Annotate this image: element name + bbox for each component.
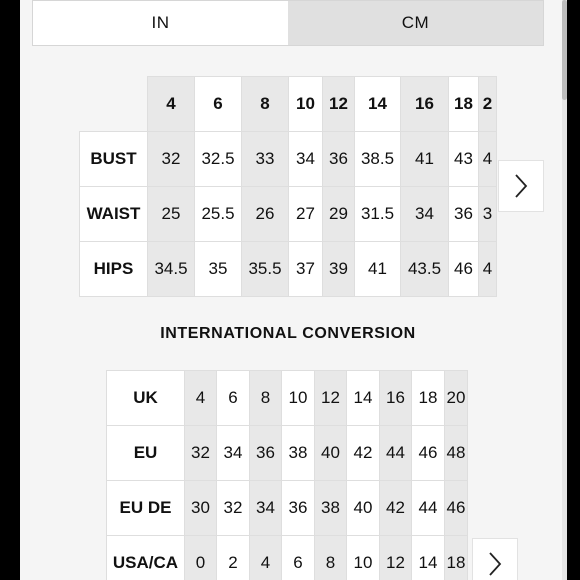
table-cell: 32 xyxy=(148,132,195,187)
corner-cell xyxy=(80,77,148,132)
table-cell: 25.5 xyxy=(195,187,242,242)
table-cell: 36 xyxy=(449,187,479,242)
table-row xyxy=(107,536,468,580)
table-cell: 8 xyxy=(315,536,347,580)
table-cell: 36 xyxy=(323,132,355,187)
table-row xyxy=(80,242,497,297)
table-cell: 34 xyxy=(217,426,250,481)
row-label: EU DE xyxy=(107,481,185,536)
table-cell: 4 xyxy=(185,371,217,426)
table-cell: 46 xyxy=(445,481,468,536)
table-cell: 6 xyxy=(282,536,315,580)
international-conversion-title: INTERNATIONAL CONVERSION xyxy=(160,325,416,342)
table-cell: 12 xyxy=(380,536,412,580)
table-cell: 0 xyxy=(185,536,217,580)
international-conversion-table xyxy=(106,370,468,580)
table-cell: 42 xyxy=(380,481,412,536)
table-cell: 36 xyxy=(282,481,315,536)
size-header-cell: 18 xyxy=(449,77,479,132)
size-header-cell: 4 xyxy=(148,77,195,132)
table-row xyxy=(107,481,468,536)
size-chart-table xyxy=(79,76,497,297)
table-cell: 4 xyxy=(479,242,497,297)
table-cell: 35.5 xyxy=(242,242,289,297)
table-cell: 12 xyxy=(315,371,347,426)
row-label: BUST xyxy=(80,132,148,187)
size-header-cell: 16 xyxy=(401,77,449,132)
table-cell: 20 xyxy=(445,371,468,426)
scrollbar-thumb[interactable] xyxy=(562,0,567,100)
table-row xyxy=(107,371,468,426)
table-cell: 4 xyxy=(250,536,282,580)
table-cell: 3 xyxy=(479,187,497,242)
table-cell: 39 xyxy=(323,242,355,297)
table-cell: 16 xyxy=(380,371,412,426)
size-header-cell: 14 xyxy=(355,77,401,132)
table-cell: 44 xyxy=(412,481,445,536)
vertical-scrollbar[interactable] xyxy=(562,0,567,580)
table-cell: 34.5 xyxy=(148,242,195,297)
size-header-cell: 2 xyxy=(479,77,497,132)
table-cell: 40 xyxy=(315,426,347,481)
table-cell: 14 xyxy=(412,536,445,580)
table-cell: 43.5 xyxy=(401,242,449,297)
size-header-cell: 8 xyxy=(242,77,289,132)
table-cell: 33 xyxy=(242,132,289,187)
scroll-right-button[interactable] xyxy=(472,538,518,580)
row-label: WAIST xyxy=(80,187,148,242)
table-cell: 31.5 xyxy=(355,187,401,242)
table-row xyxy=(80,187,497,242)
table-cell: 37 xyxy=(289,242,323,297)
table-cell: 26 xyxy=(242,187,289,242)
table-cell: 38 xyxy=(282,426,315,481)
table-row xyxy=(107,426,468,481)
table-cell: 40 xyxy=(347,481,380,536)
row-label: HIPS xyxy=(80,242,148,297)
chevron-right-icon xyxy=(513,173,529,199)
table-cell: 34 xyxy=(289,132,323,187)
table-cell: 18 xyxy=(412,371,445,426)
table-row xyxy=(80,132,497,187)
table-cell: 38 xyxy=(315,481,347,536)
size-header-cell: 6 xyxy=(195,77,242,132)
table-cell: 46 xyxy=(449,242,479,297)
table-cell: 32.5 xyxy=(195,132,242,187)
table-cell: 29 xyxy=(323,187,355,242)
table-cell: 34 xyxy=(401,187,449,242)
table-cell: 44 xyxy=(380,426,412,481)
table-cell: 34 xyxy=(250,481,282,536)
table-cell: 38.5 xyxy=(355,132,401,187)
table-cell: 10 xyxy=(282,371,315,426)
unit-toggle xyxy=(32,0,544,46)
table-cell: 41 xyxy=(355,242,401,297)
chevron-right-icon xyxy=(487,551,503,577)
size-header-cell: 12 xyxy=(323,77,355,132)
unit-in-button[interactable]: IN xyxy=(33,1,288,45)
table-cell: 18 xyxy=(445,536,468,580)
scroll-right-button[interactable] xyxy=(498,160,544,212)
size-header-cell: 10 xyxy=(289,77,323,132)
table-cell: 43 xyxy=(449,132,479,187)
table-cell: 27 xyxy=(289,187,323,242)
row-label: USA/CA xyxy=(107,536,185,580)
table-cell: 10 xyxy=(347,536,380,580)
size-guide-panel xyxy=(20,0,567,580)
table-cell: 48 xyxy=(445,426,468,481)
row-label: UK xyxy=(107,371,185,426)
table-cell: 32 xyxy=(217,481,250,536)
table-cell: 14 xyxy=(347,371,380,426)
table-cell: 35 xyxy=(195,242,242,297)
table-cell: 30 xyxy=(185,481,217,536)
table-cell: 42 xyxy=(347,426,380,481)
table-cell: 25 xyxy=(148,187,195,242)
table-cell: 41 xyxy=(401,132,449,187)
table-cell: 4 xyxy=(479,132,497,187)
table-cell: 8 xyxy=(250,371,282,426)
table-cell: 36 xyxy=(250,426,282,481)
table-cell: 32 xyxy=(185,426,217,481)
table-cell: 6 xyxy=(217,371,250,426)
unit-cm-button[interactable]: CM xyxy=(288,1,543,45)
table-cell: 46 xyxy=(412,426,445,481)
size-header-row xyxy=(80,77,497,132)
table-cell: 2 xyxy=(217,536,250,580)
row-label: EU xyxy=(107,426,185,481)
